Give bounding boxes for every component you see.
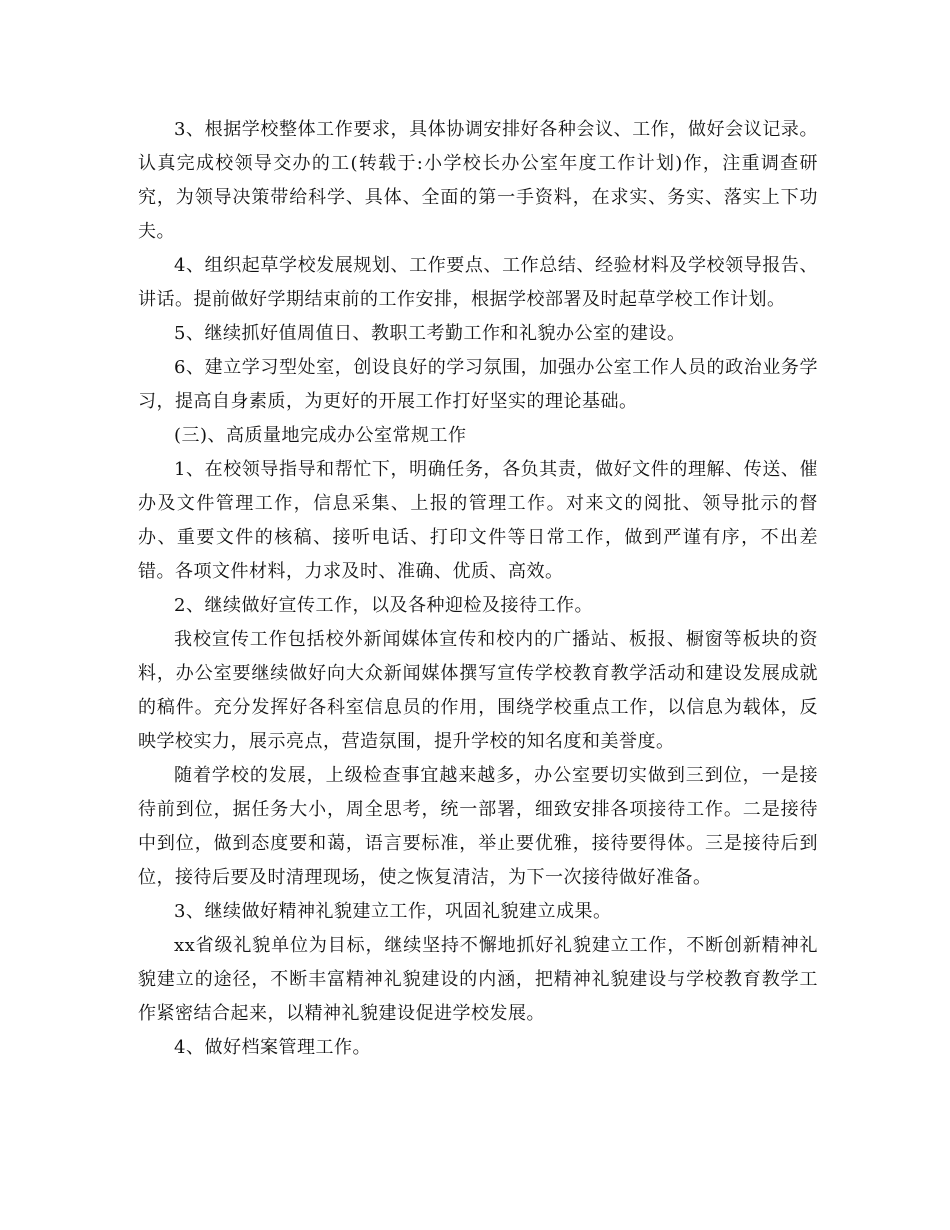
paragraph-item-6-learning: 6、建立学习型处室，创设良好的学习氛围，加强办公室工作人员的政治业务学习，提高自身素质，为更好的开展工作打好坚实的理论基础。	[138, 357, 818, 412]
paragraph-reception-detail: 随着学校的发展，上级检查事宜越来越多，办公室要切实做到三到位，一是接待前到位，据任务大小，周全思考，统一部署，细致安排各项接待工作。二是接待中到位，做到态度要和蔼，语言要标准，举止要优雅，接待要得体。三是接待后到位，接待后要及时清理现场，使之恢复清洁，为下一次接待做好准备。	[138, 765, 818, 888]
paragraph-item-4-archives: 4、做好档案管理工作。	[174, 1037, 371, 1058]
paragraph-publicity-detail: 我校宣传工作包括校外新闻媒体宣传和校内的广播站、板报、橱窗等板块的资料，办公室要继续做好向大众新闻媒体撰写宣传学校教育教学活动和建设发展成就的稿件。充分发挥好各科室信息员的作用，围绕学校重点工作，以信息为载体，反映学校实力，展示亮点，营造氛围，提升学校的知名度和美誉度。	[138, 629, 818, 752]
document-body	[138, 113, 818, 1065]
paragraph-item-3-etiquette: 3、继续做好精神礼貌建立工作，巩固礼貌建立成果。	[174, 901, 612, 922]
paragraph-item-5-attendance: 5、继续抓好值周值日、教职工考勤工作和礼貌办公室的建设。	[174, 323, 686, 344]
paragraph-item-1-documents: 1、在校领导指导和帮忙下，明确任务，各负其责，做好文件的理解、传送、催办及文件管理工作，信息采集、上报的管理工作。对来文的阅批、领导批示的督办、重要文件的核稿、接听电话、打印文件等日常工作，做到严谨有序，不出差错。各项文件材料，力求及时、准确、优质、高效。	[138, 459, 818, 582]
paragraph-item-3-meetings: 3、根据学校整体工作要求，具体协调安排好各种会议、工作，做好会议记录。认真完成校领导交办的工(转载于:小学校长办公室年度工作计划)作，注重调查研究，为领导决策带给科学、具体、全面的第一手资料，在求实、务实、落实上下功夫。	[138, 119, 818, 242]
paragraph-etiquette-detail: xx省级礼貌单位为目标，继续坚持不懈地抓好礼貌建立工作，不断创新精神礼貌建立的途径，不断丰富精神礼貌建设的内涵，把精神礼貌建设与学校教育教学工作紧密结合起来，以精神礼貌建设促进学校发展。	[138, 935, 818, 1024]
paragraph-item-4-drafting: 4、组织起草学校发展规划、工作要点、工作总结、经验材料及学校领导报告、讲话。提前做好学期结束前的工作安排，根据学校部署及时起草学校工作计划。	[138, 255, 818, 310]
paragraph-item-2-publicity: 2、继续做好宣传工作，以及各种迎检及接待工作。	[174, 595, 593, 616]
section-heading-routine-work: (三)、高质量地完成办公室常规工作	[174, 425, 467, 446]
